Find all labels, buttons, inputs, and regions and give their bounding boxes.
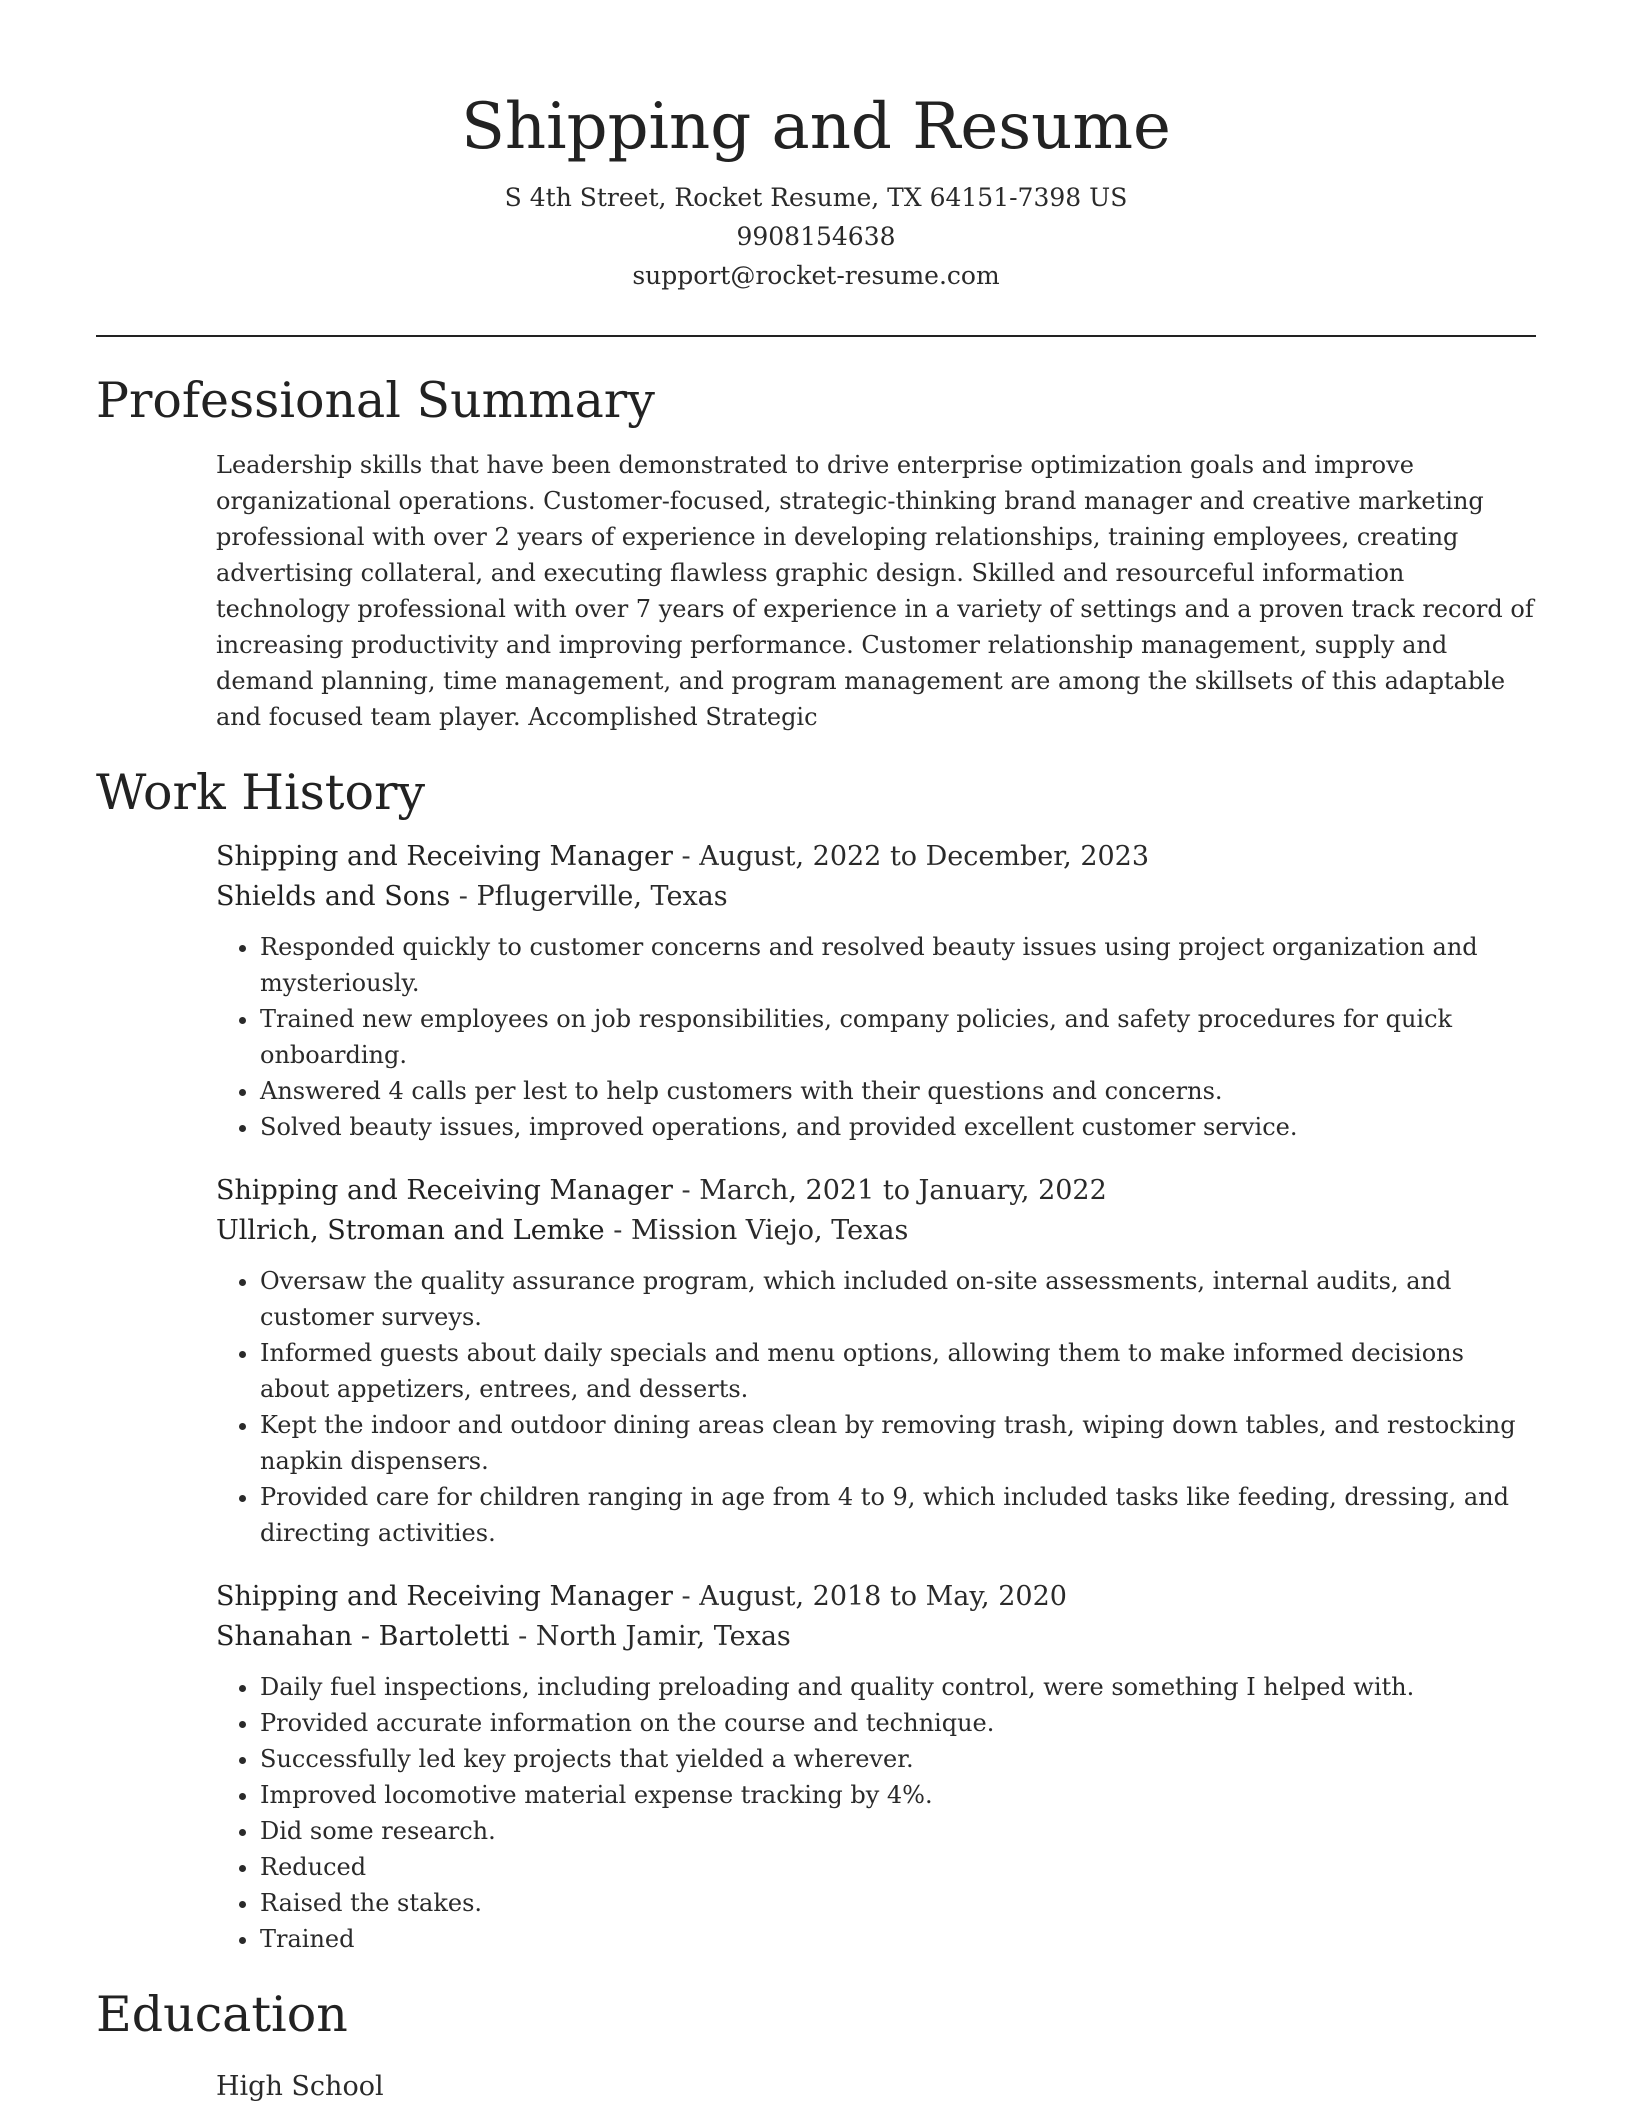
job-employer-line (216, 877, 1536, 917)
job-bullet: • Responded quickly to customer concerns and resolved beauty issues using project organization and mysteriously. (260, 929, 1536, 1001)
job-entry (216, 837, 1536, 1145)
job-bullets (216, 1263, 1536, 1551)
job-title: Shipping and Receiving Manager (216, 1175, 673, 1206)
contact-address: S 4th Street, Rocket Resume, TX 64151-7398 US (504, 183, 1128, 212)
job-bullet: • Oversaw the quality assurance program, which included on-site assessments, internal audits, and customer surveys. (260, 1263, 1536, 1335)
job-bullets (216, 929, 1536, 1145)
contact-phone: 9908154638 (736, 222, 896, 251)
job-location: North Jamir, Texas (535, 1621, 791, 1652)
resume-page (96, 0, 1536, 2107)
section-title-work-history: Work History (96, 764, 426, 821)
job-bullet: • Trained (260, 1921, 1536, 1957)
job-dates: August, 2018 to May, 2020 (699, 1581, 1067, 1612)
job-bullet: • Provided care for children ranging in age from 4 to 9, which included tasks like feeding, dressing, and directing activities. (260, 1479, 1536, 1551)
job-entry (216, 1577, 1536, 1957)
job-bullet: • Trained new employees on job responsibilities, company policies, and safety procedures for quick onboarding. (260, 1001, 1536, 1073)
job-bullet: • Raised the stakes. (260, 1885, 1536, 1921)
contact-block (96, 178, 1536, 295)
job-bullet: • Kept the indoor and outdoor dining areas clean by removing trash, wiping down tables, and restocking napkin dispensers. (260, 1407, 1536, 1479)
job-title-line (216, 1171, 1536, 1211)
job-bullet: • Did some research. (260, 1813, 1536, 1849)
job-separator: - (672, 1175, 700, 1206)
job-entry (216, 1171, 1536, 1551)
job-title: Shipping and Receiving Manager (216, 841, 673, 872)
job-title-line (216, 1577, 1536, 1617)
education-section (216, 2067, 1536, 2107)
work-history-section (216, 837, 1536, 1957)
job-bullet: • Improved locomotive material expense tracking by 4%. (260, 1777, 1536, 1813)
job-bullet: • Solved beauty issues, improved operations, and provided excellent customer service. (260, 1109, 1536, 1145)
contact-email: support@rocket-resume.com (632, 261, 1000, 290)
job-separator: - (672, 1581, 700, 1612)
job-employer-line (216, 1211, 1536, 1251)
job-bullet: • Successfully led key projects that yielded a wherever. (260, 1741, 1536, 1777)
job-bullet: • Reduced (260, 1849, 1536, 1885)
job-employer-line (216, 1617, 1536, 1657)
job-bullet: • Informed guests about daily specials and menu options, allowing them to make informed decisions about appetizers, entrees, and desserts. (260, 1335, 1536, 1407)
job-dates: March, 2021 to January, 2022 (699, 1175, 1107, 1206)
job-bullet: • Daily fuel inspections, including preloading and quality control, were something I helped with. (260, 1669, 1536, 1705)
job-bullets (216, 1669, 1536, 1957)
job-separator: - (450, 881, 477, 912)
job-title-line (216, 837, 1536, 877)
job-bullet: • Provided accurate information on the course and technique. (260, 1705, 1536, 1741)
job-location: Mission Viejo, Texas (630, 1215, 909, 1246)
job-location: Pflugerville, Texas (476, 881, 728, 912)
education-entry: High School (216, 2071, 384, 2102)
header-divider (96, 335, 1536, 337)
section-title-education: Education (96, 1986, 348, 2043)
candidate-name: Shipping and Resume (461, 90, 1171, 164)
section-title-summary: Professional Summary (96, 372, 655, 429)
job-separator: - (509, 1621, 536, 1652)
job-separator: - (672, 841, 700, 872)
job-employer: Ullrich, Stroman and Lemke (216, 1215, 605, 1246)
job-title: Shipping and Receiving Manager (216, 1581, 673, 1612)
job-separator: - (604, 1215, 631, 1246)
job-employer: Shanahan - Bartoletti (216, 1621, 510, 1652)
summary-text: Leadership skills that have been demonstrated to drive enterprise optimization goals and improve organizational operations. Customer-focused, strategic-thinking brand manager and creative marketing professional with over 2 years of experience in developing relationships, training employees, creating advertising collateral, and executing flawless graphic design. Skilled and resourceful information technology professional with over 7 years of experience in a variety of settings and a proven track record of increasing productivity and improving performance. Customer relationship management, supply and demand planning, time management, and program management are among the skillsets of this adaptable and focused team player. Accomplished Strategic (216, 451, 1534, 731)
resume-header (96, 0, 1536, 295)
job-dates: August, 2022 to December, 2023 (699, 841, 1150, 872)
job-bullet: • Answered 4 calls per lest to help customers with their questions and concerns. (260, 1073, 1536, 1109)
job-employer: Shields and Sons (216, 881, 451, 912)
summary-section (216, 447, 1536, 735)
